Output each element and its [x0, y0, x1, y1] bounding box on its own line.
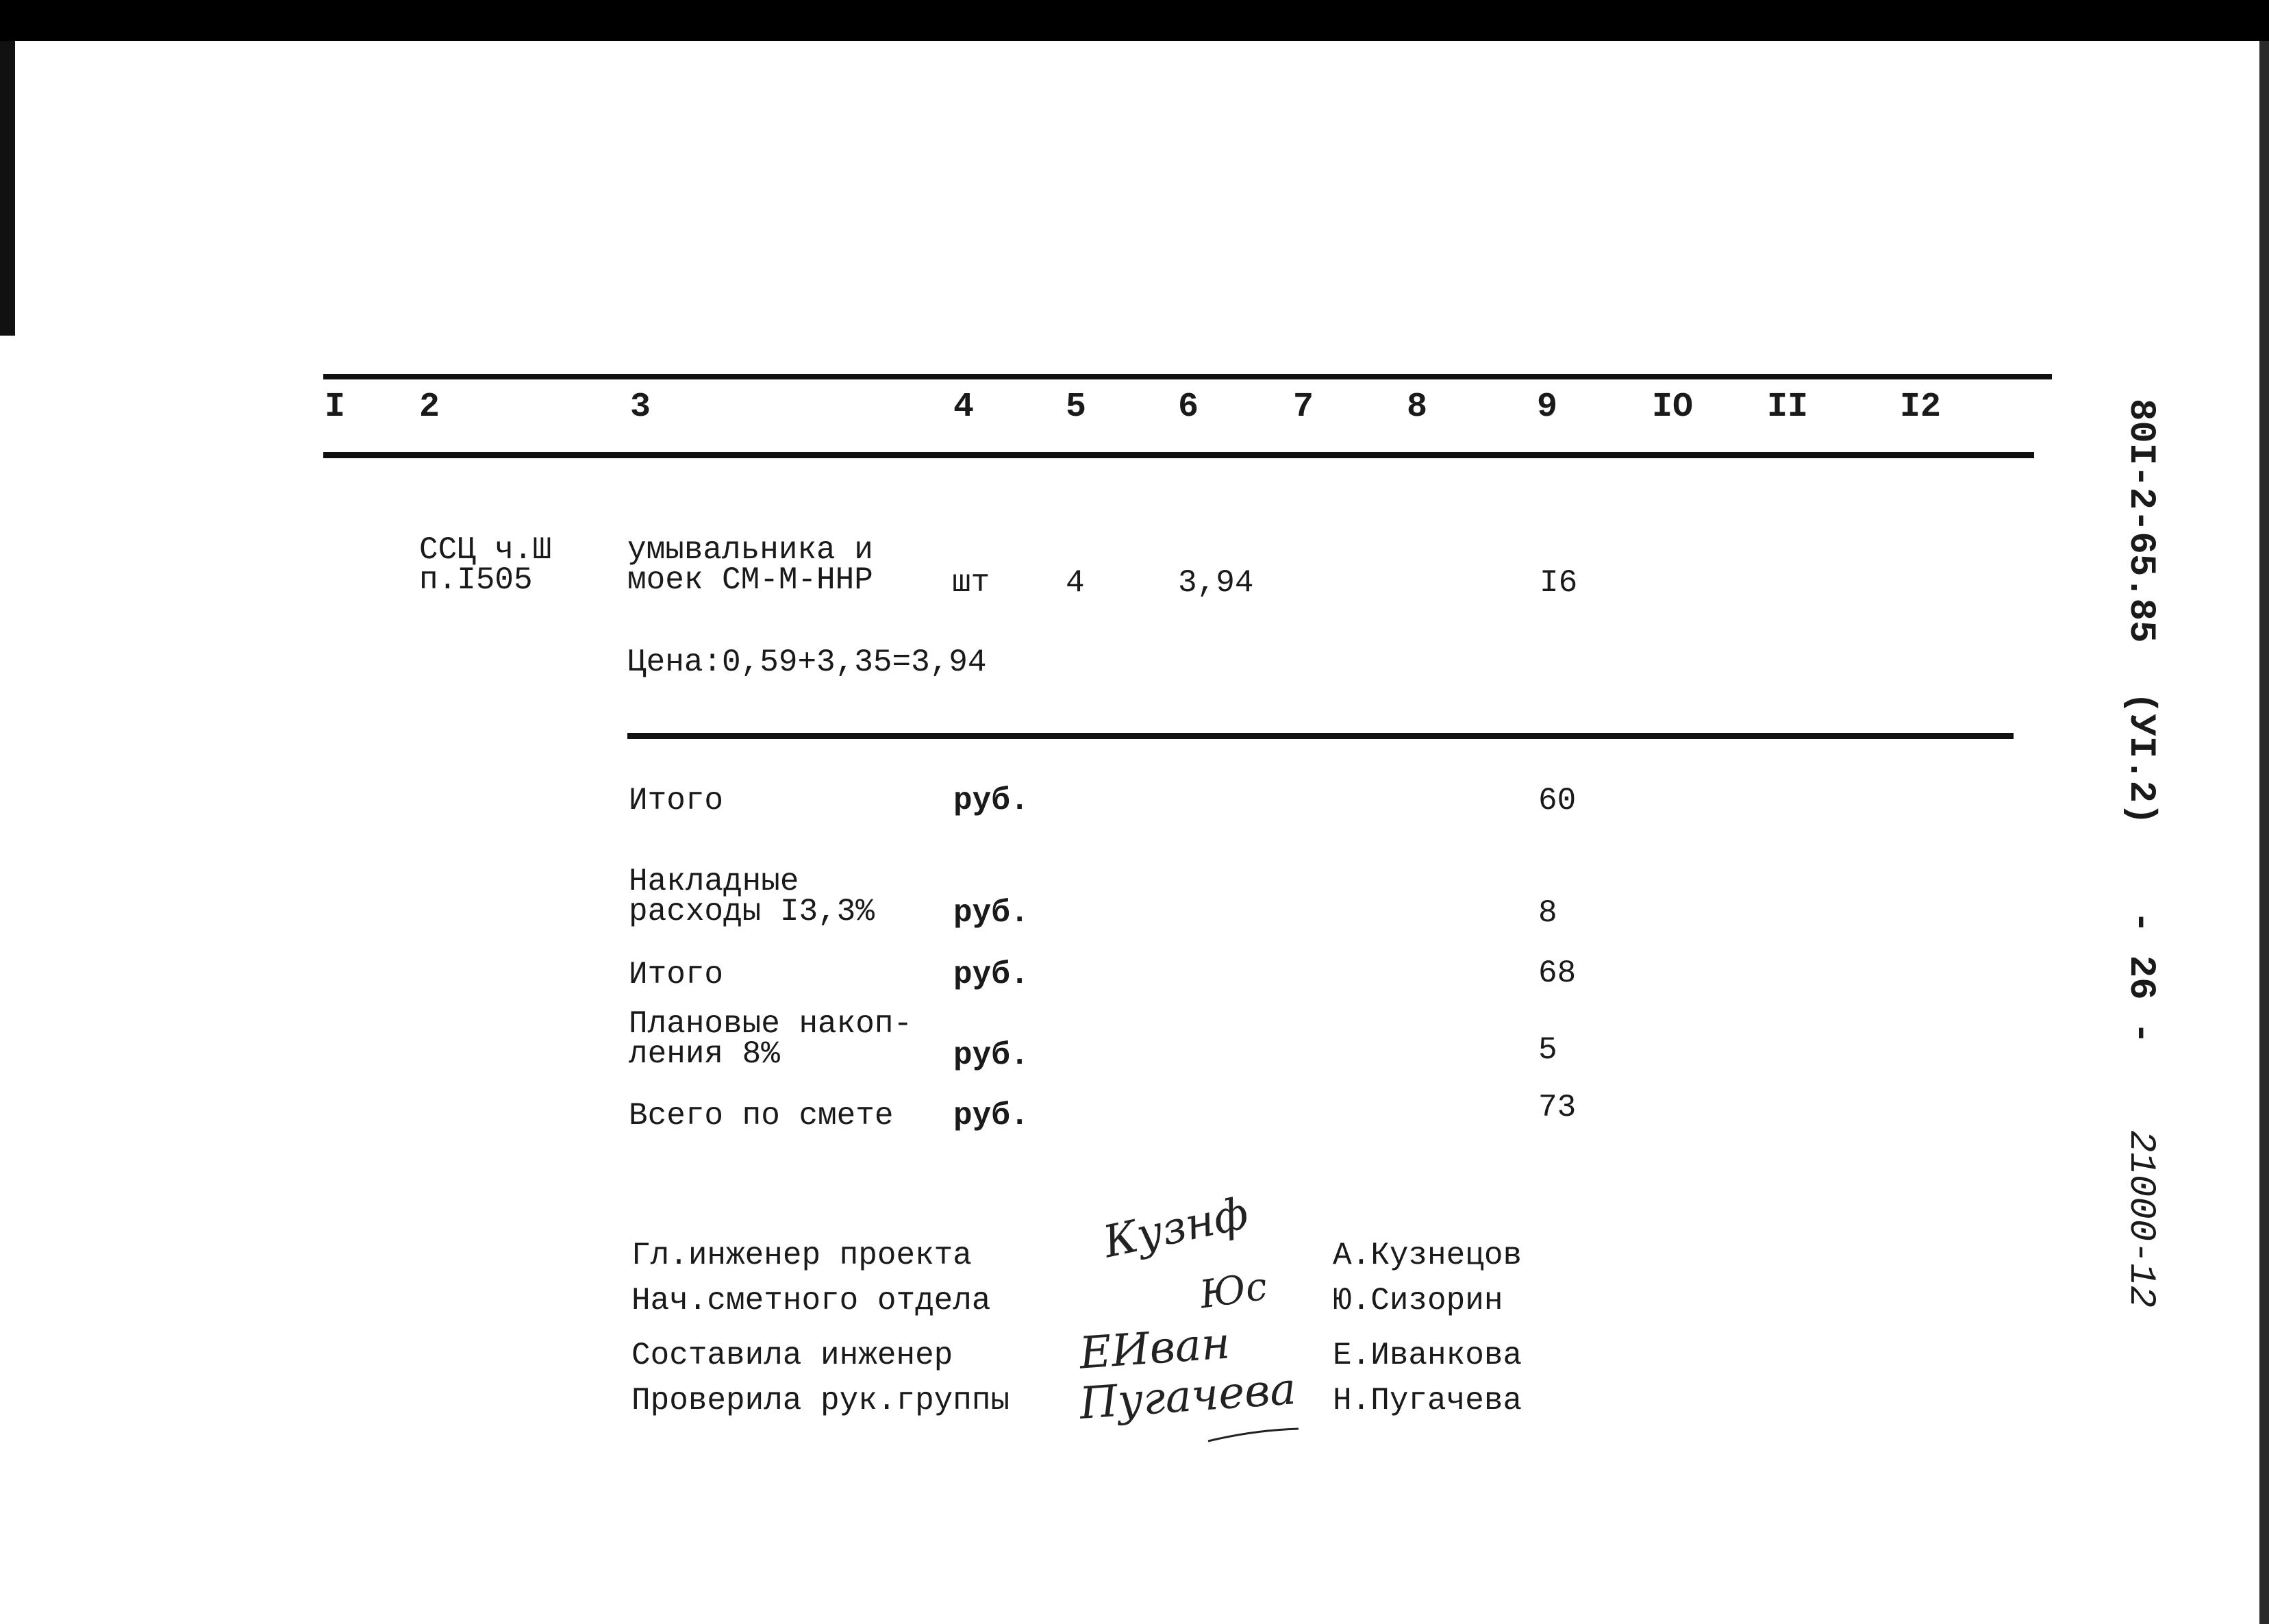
col-10: IO: [1652, 388, 1694, 427]
signature-name: Ю.Сизорин: [1333, 1283, 1503, 1319]
margin-section: (УI.2): [2120, 692, 2161, 825]
signature-underline: [1205, 1425, 1301, 1445]
scan-left-border: [0, 41, 15, 336]
summary-label: ления 8%: [629, 1036, 780, 1072]
item-unit: шт: [952, 565, 990, 601]
handwritten-signature-kuznetsov: Кузнф: [1099, 1188, 1253, 1269]
item-code-line1: ССЦ ч.Ш: [419, 532, 552, 568]
col-7: 7: [1293, 388, 1314, 427]
summary-unit: руб.: [953, 1038, 1029, 1073]
item-name-line1: умывальника и: [627, 532, 873, 568]
item-price-note: Цена:0,59+3,35=3,94: [627, 645, 987, 680]
margin-doc-code: 80I-2-65.85: [2120, 399, 2161, 643]
item-qty: 4: [1066, 565, 1085, 601]
col-1: I: [325, 388, 346, 427]
summary-label: Итого: [629, 783, 724, 819]
col-6: 6: [1178, 388, 1199, 427]
summary-value: 60: [1538, 783, 1577, 819]
item-name-line2: моек СМ-М-ННР: [627, 562, 873, 598]
signature-role: Нач.сметного отдела: [631, 1283, 991, 1319]
signature-name: Е.Иванкова: [1333, 1338, 1522, 1373]
summary-label: Всего по смете: [629, 1098, 894, 1134]
summary-unit: руб.: [953, 895, 1029, 931]
item-total: I6: [1540, 565, 1578, 601]
item-price: 3,94: [1178, 565, 1254, 601]
summary-label: Плановые накоп-: [629, 1006, 913, 1042]
handwritten-signature-sizorin: Юс: [1196, 1264, 1270, 1318]
summary-value: 73: [1538, 1090, 1577, 1125]
summary-label: Итого: [629, 957, 724, 992]
summary-value: 8: [1538, 895, 1557, 931]
margin-sheet: 21000-12: [2120, 1130, 2161, 1308]
col-11: II: [1767, 388, 1809, 427]
item-code-line2: п.I505: [419, 562, 533, 598]
summary-unit: руб.: [953, 957, 1029, 992]
handwritten-signature-ivankova: ЕИван: [1077, 1318, 1232, 1379]
summary-value: 68: [1538, 955, 1577, 991]
col-12: I2: [1900, 388, 1942, 427]
col-2: 2: [419, 388, 440, 427]
summary-unit: руб.: [953, 783, 1029, 819]
signature-role: Проверила рук.группы: [631, 1383, 1010, 1419]
col-3: 3: [630, 388, 651, 427]
col-8: 8: [1407, 388, 1428, 427]
signature-role: Гл.инженер проекта: [631, 1238, 972, 1273]
header-top-rule: [323, 374, 2052, 379]
signature-role: Составила инженер: [631, 1338, 953, 1373]
header-bottom-rule: [323, 452, 2034, 458]
margin-page: - 26 -: [2120, 911, 2161, 1045]
col-4: 4: [953, 388, 975, 427]
scan-top-border: [0, 0, 2269, 41]
summary-label: расходы I3,3%: [629, 894, 875, 929]
summary-value: 5: [1538, 1032, 1557, 1068]
col-5: 5: [1066, 388, 1087, 427]
summary-label: Накладные: [629, 864, 799, 899]
summary-top-rule: [627, 733, 2014, 739]
handwritten-signature-pugacheva: Пугачева: [1077, 1364, 1298, 1429]
scan-right-border: [2259, 41, 2269, 1624]
signature-name: Н.Пугачева: [1333, 1383, 1522, 1419]
col-9: 9: [1537, 388, 1558, 427]
signature-name: А.Кузнецов: [1333, 1238, 1522, 1273]
summary-unit: руб.: [953, 1098, 1029, 1134]
